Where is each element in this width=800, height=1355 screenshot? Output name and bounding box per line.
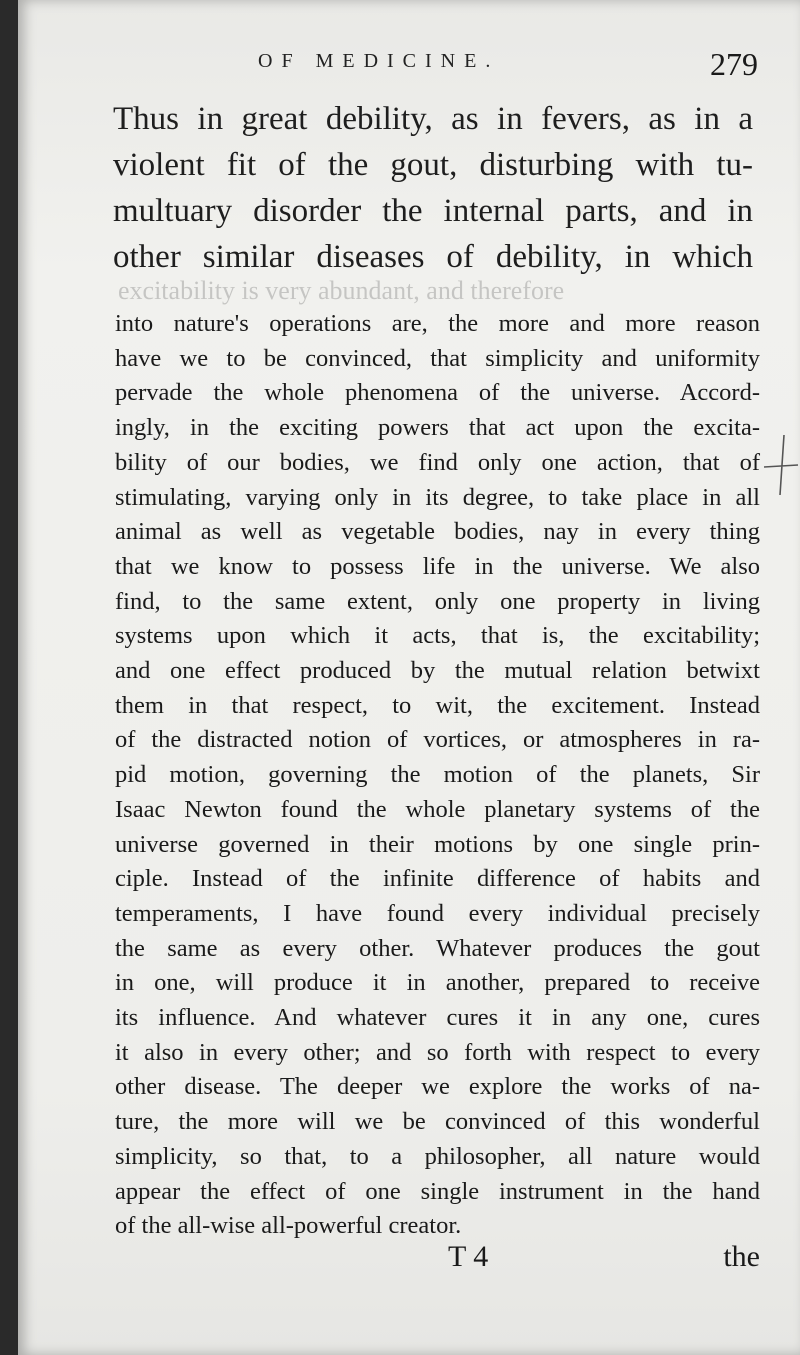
- page-header: [18, 48, 800, 88]
- text-line: animal as well as vegetable bodies, nay in every thing: [115, 518, 760, 546]
- large-type-passage: [113, 96, 753, 280]
- text-line: in one, will produce it in another, prepared to receive: [115, 969, 760, 997]
- body-paragraph: [115, 307, 760, 1244]
- text-line: temperaments, I have found every individual precisely: [115, 899, 760, 927]
- text-line: into nature's operations are, the more and more reason: [115, 310, 760, 337]
- text-line: ciple. Instead of the infinite difference of habits and: [115, 865, 760, 893]
- signature-mark: T 4: [448, 1240, 489, 1273]
- text-line: pervade the whole phenomena of the universe. Accord-: [115, 379, 760, 407]
- book-page: [18, 0, 800, 1355]
- text-line: universe governed in their motions by one single prin-: [115, 830, 760, 858]
- text-line: other disease. The deeper we explore the works of na-: [115, 1073, 760, 1101]
- text-line: find, to the same extent, only one property in living: [115, 587, 760, 615]
- text-line: them in that respect, to wit, the excitement. Instead: [115, 691, 760, 719]
- text-line: stimulating, varying only in its degree, to take place in all: [115, 483, 760, 511]
- text-line: violent fit of the gout, disturbing with tu-: [113, 147, 753, 183]
- text-line: other similar diseases of debility, in which: [113, 239, 753, 275]
- text-line: that we know to possess life in the universe. We also: [115, 552, 760, 580]
- text-line: ture, the more will we be convinced of this wonderful: [115, 1108, 760, 1136]
- text-line: Isaac Newton found the whole planetary systems of the: [115, 795, 760, 823]
- margin-mark: [760, 425, 800, 505]
- text-line: systems upon which it acts, that is, the excitability;: [115, 622, 760, 650]
- text-line: of the all-wise all-powerful creator.: [115, 1212, 462, 1240]
- text-line: bility of our bodies, we find only one action, that of: [115, 448, 760, 476]
- text-line: multuary disorder the internal parts, and in: [113, 193, 753, 229]
- text-line: appear the effect of one single instrument in the hand: [115, 1177, 760, 1205]
- text-line: pid motion, governing the motion of the planets, Sir: [115, 761, 760, 789]
- text-line: Thus in great debility, as in fevers, as in a: [113, 101, 753, 137]
- running-head: OF MEDICINE.: [258, 50, 500, 72]
- text-line: have we to be convinced, that simplicity and uniformity: [115, 344, 760, 372]
- text-line: its influence. And whatever cures it in any one, cures: [115, 1004, 760, 1032]
- text-line: the same as every other. Whatever produces the gout: [115, 934, 760, 962]
- catchword: the: [723, 1240, 760, 1273]
- text-line: and one effect produced by the mutual relation betwixt: [115, 657, 760, 685]
- text-line: simplicity, so that, to a philosopher, all nature would: [115, 1142, 760, 1170]
- text-line: of the distracted notion of vortices, or atmospheres in ra-: [115, 726, 760, 754]
- text-line: ingly, in the exciting powers that act upon the excita-: [115, 414, 760, 442]
- bleed-through-text: excitability is very abundant, and therefore: [118, 276, 565, 305]
- page-number: 279: [710, 46, 758, 82]
- page-footer: [18, 1240, 800, 1284]
- text-line: it also in every other; and so forth with respect to every: [115, 1038, 760, 1066]
